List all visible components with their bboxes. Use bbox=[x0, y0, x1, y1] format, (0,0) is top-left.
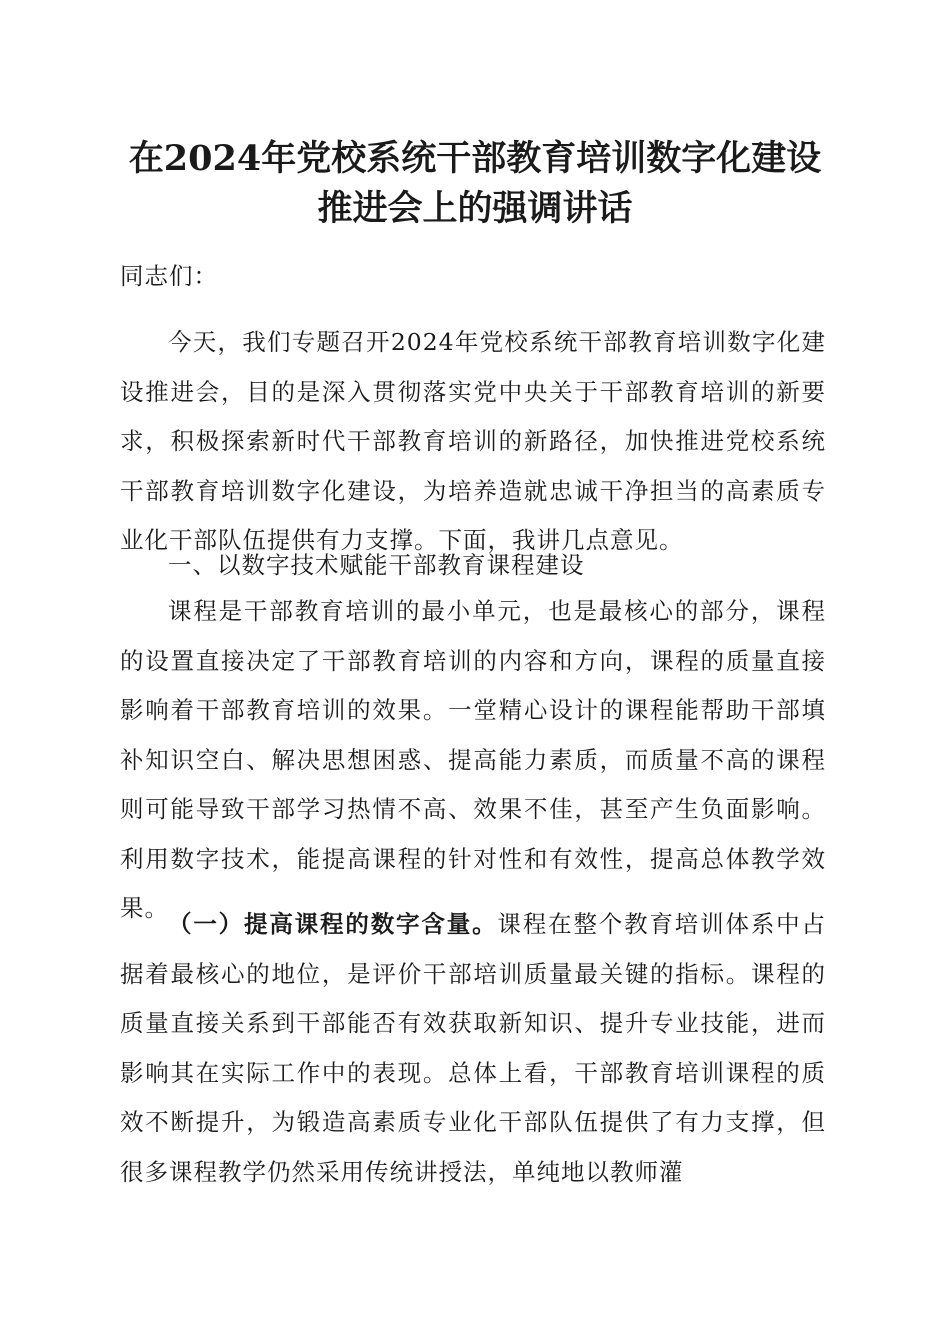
paragraph-course-importance: 课程是干部教育培训的最小单元，也是最核心的部分，课程的设置直接决定了干部教育培训的内容和方向，课程的质量直接影响着干部教育培训的效果。一堂精心设计的课程能帮助干部填补知识空白、解决思想困惑、提高能力素质，而质量不高的课程则可能导致干部学习热情不高、效果不佳，甚至产生负面影响。利用数字技术，能提高课程的针对性和有效性，提高总体教学效果。 bbox=[120, 597, 826, 922]
paragraph-digital-content-body: 课程在整个教育培训体系中占据着最核心的地位，是评价干部培训质量最关键的指标。课程的质量直接关系到干部能否有效获取新知识、提升专业技能，进而影响其在实际工作中的表现。总体上看，干部教育培训课程的质效不断提升，为锻造高素质专业化干部队伍提供了有力支撑，但很多课程教学仍然采用传统讲授法，单纯地以教师灌 bbox=[120, 910, 827, 1186]
paragraph-intro: 今天，我们专题召开2024年党校系统干部教育培训数字化建设推进会，目的是深入贯彻落实党中央关于干部教育培训的新要求，积极探索新时代干部教育培训的新路径，加快推进党校系统干部教育培训数字化建设，为培养造就忠诚干净担当的高素质专业化干部队伍提供有力支撑。下面，我讲几点意见。 bbox=[120, 328, 826, 554]
salutation: 同志们： bbox=[120, 262, 218, 290]
document-title-line1: 在2024年党校系统干部教育培训数字化建设 bbox=[128, 138, 822, 179]
section-heading-1: 一、以数字技术赋能干部教育课程建设 bbox=[168, 551, 585, 579]
subsection-lead: （一）提高课程的数字含量。 bbox=[168, 910, 498, 938]
document-title-line2: 推进会上的强调讲话 bbox=[317, 188, 633, 229]
paragraph-digital-content bbox=[120, 900, 826, 1197]
